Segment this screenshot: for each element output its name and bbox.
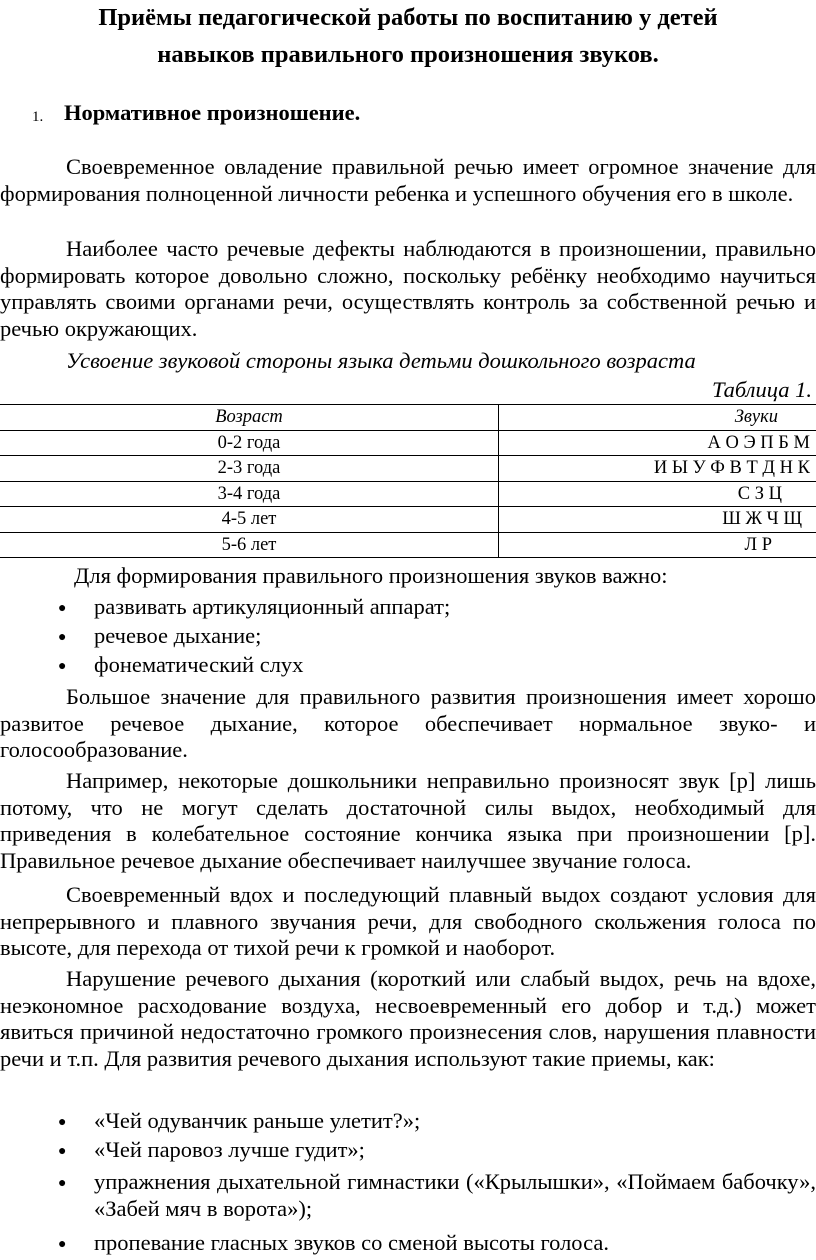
table-cell-sounds: С З Ц <box>499 481 816 507</box>
table-header-row <box>0 405 816 431</box>
paragraph-2: Наиболее часто речевые дефекты наблюдаются в произношении, правильно формировать которое довольно сложно, поскольку ребёнку необходимо научиться управлять своими органами речи, осуществлять контроль за собственной речью и речью окружающих. <box>0 236 816 341</box>
table-cell-age: 3-4 года <box>0 481 499 507</box>
table-row <box>0 507 816 533</box>
bullet-icon: ● <box>58 1176 67 1191</box>
list-item: фонематический слух <box>94 652 304 677</box>
document-title-line-1: Приёмы педагогической работы по воспитанию у детей <box>98 4 718 31</box>
list-item: пропевание гласных звуков со сменой высоты голоса. <box>94 1230 609 1255</box>
paragraph-3: Большое значение для правильного развития произношения имеет хорошо развитое речевое дыхание, которое обеспечивает нормальное звуко- и голосообразование. <box>0 684 816 763</box>
bullet-icon: ● <box>58 1237 67 1252</box>
table-row <box>0 430 816 456</box>
sounds-table <box>0 404 816 558</box>
list-item: «Чей одуванчик раньше улетит?»; <box>94 1108 421 1133</box>
list-item: упражнения дыхательной гимнастики («Крылышки», «Поймаем бабочку», «Забей мяч в ворота»); <box>94 1169 816 1221</box>
paragraph-6: Нарушение речевого дыхания (короткий или слабый выдох, речь на вдохе, неэкономное расходование воздуха, несвоевременный его добор и т.д.) может явиться причиной недостаточно громкого произнесения слов, нарушения плавности речи и т.п. Для развития речевого дыхания используют такие приемы, как: <box>0 966 816 1071</box>
paragraph-1: Своевременное овладение правильной речью имеет огромное значение для формирования полноценной личности ребенка и успешного обучения его в школе. <box>0 154 816 206</box>
table-cell-sounds: И Ы У Ф В Т Д Н К <box>499 456 816 482</box>
bullet-icon: ● <box>58 1115 67 1130</box>
paragraph-4: Например, некоторые дошкольники неправильно произносят звук [р] лишь потому, что не могут сделать достаточной силы выдох, необходимый для приведения в колебательное состояние кончика языка при произношении [р]. Правильное речевое дыхание обеспечивает наилучшее звучание голоса. <box>0 768 816 873</box>
table-label: Таблица 1. <box>711 377 812 402</box>
list-1-intro: Для формирования правильного произношения звуков важно: <box>74 563 668 588</box>
bullet-icon: ● <box>58 630 67 645</box>
table-cell-sounds: А О Э П Б М <box>499 430 816 456</box>
table-cell-age: 5-6 лет <box>0 532 499 558</box>
bullet-icon: ● <box>58 1144 67 1159</box>
table-header-sounds: Звуки <box>499 405 816 431</box>
section-number: 1. <box>32 109 44 125</box>
list-item: речевое дыхание; <box>94 623 262 648</box>
table-cell-age: 0-2 года <box>0 430 499 456</box>
table-cell-age: 2-3 года <box>0 456 499 482</box>
section-heading: Нормативное произношение. <box>64 100 361 125</box>
table-cell-age: 4-5 лет <box>0 507 499 533</box>
list-item: «Чей паровоз лучше гудит»; <box>94 1137 365 1162</box>
bullet-icon: ● <box>58 601 67 616</box>
table-row <box>0 532 816 558</box>
list-item: развивать артикуляционный аппарат; <box>94 594 451 619</box>
table-caption: Усвоение звуковой стороны языка детьми дошкольного возраста <box>66 348 696 373</box>
table-row <box>0 456 816 482</box>
table-header-age: Возраст <box>0 405 499 431</box>
table-row <box>0 481 816 507</box>
bullet-icon: ● <box>58 659 67 674</box>
paragraph-5: Своевременный вдох и последующий плавный выдох создают условия для непрерывного и плавного звучания речи, для свободного скольжения голоса по высоте, для перехода от тихой речи к громкой и наоборот. <box>0 882 816 961</box>
table-cell-sounds: Л Р <box>499 532 816 558</box>
document-title-line-2: навыков правильного произношения звуков. <box>157 41 659 68</box>
table-cell-sounds: Ш Ж Ч Щ <box>499 507 816 533</box>
